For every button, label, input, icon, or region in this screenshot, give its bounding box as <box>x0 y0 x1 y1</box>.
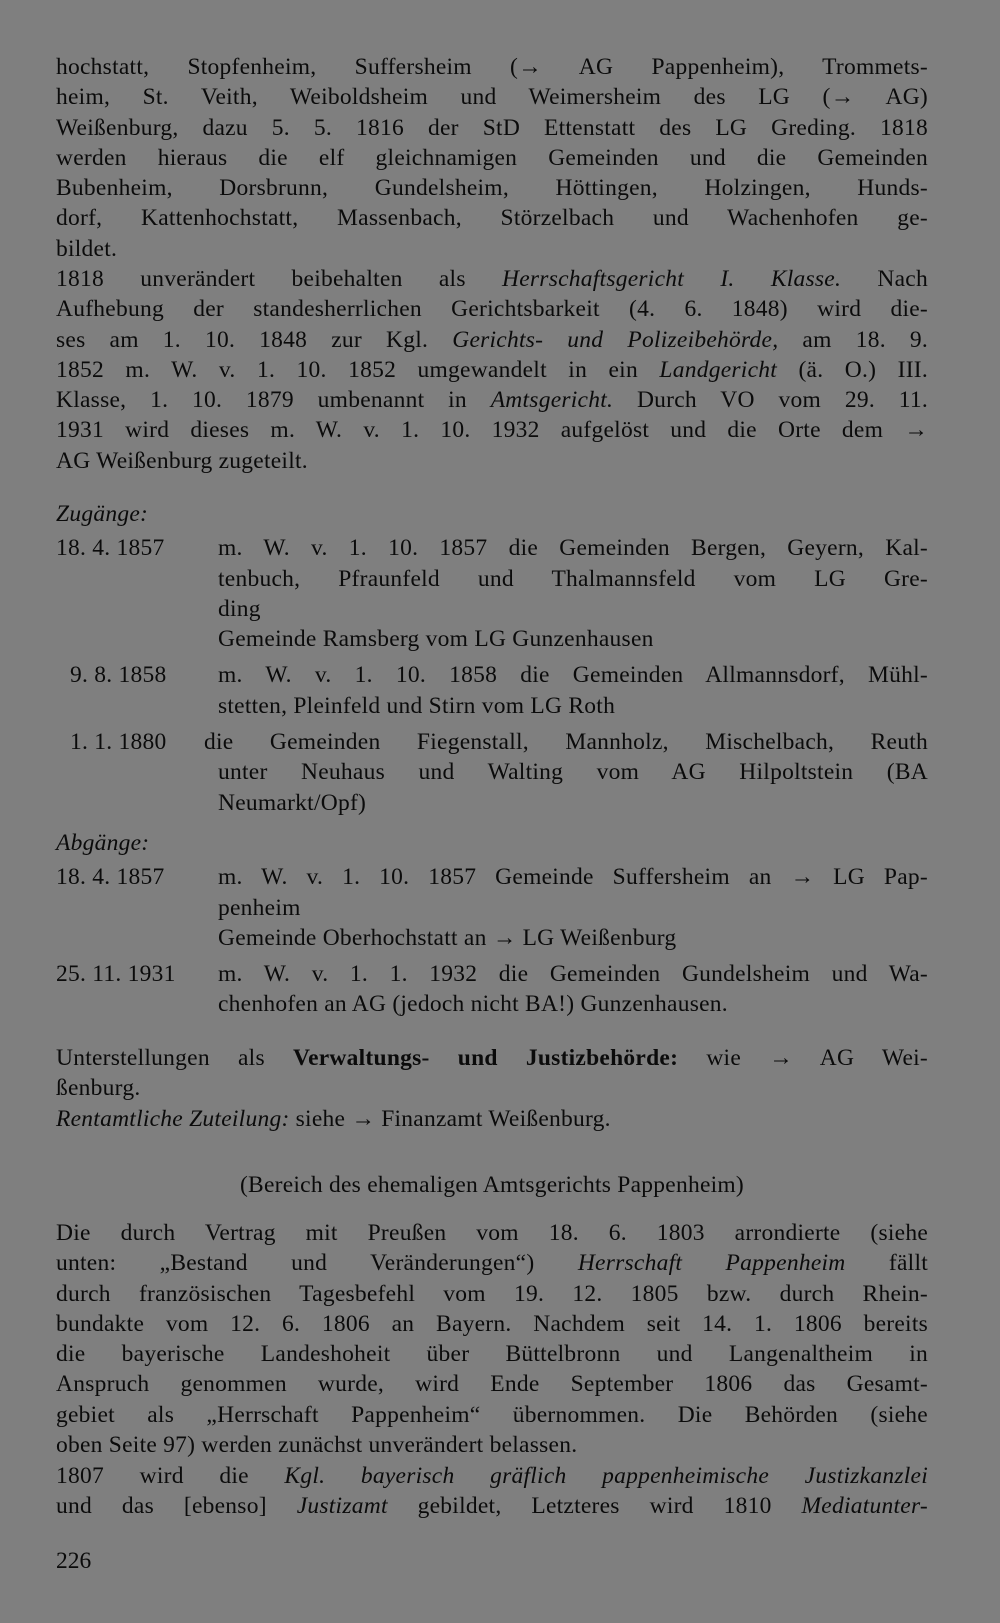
text-run: wie → AG Wei- <box>678 1045 928 1071</box>
paragraph-1 <box>56 52 928 264</box>
entry-text: tenbuch, Pfraunfeld und Thalmannsfeld vom LG Gre- <box>218 565 928 592</box>
zugaenge-heading: Zugänge: <box>56 501 149 527</box>
text-run: am 18. 9. <box>778 326 929 353</box>
text-run: Durch VO vom 29. 11. <box>613 387 928 414</box>
italic-term: Herrschaftsgericht I. Klasse. <box>502 266 842 292</box>
text-line <box>56 1279 928 1309</box>
entry-row <box>56 624 928 654</box>
text-run: durch französischen Tagesbefehl vom 19. 12. 1805 bzw. durch Rhein- <box>56 1280 928 1307</box>
text-line: Bubenheim, Dorsbrunn, Gundelsheim, Höttingen, Holzingen, Hunds- <box>56 175 928 202</box>
abgaenge-section <box>56 828 928 1020</box>
text-line <box>56 1491 928 1521</box>
entry-row <box>56 989 928 1019</box>
text-line <box>56 1043 928 1073</box>
paragraph-2 <box>56 264 928 476</box>
entry-text: unter Neuhaus und Walting vom AG Hilpoltstein (BA <box>218 759 928 786</box>
text-run: Nach <box>841 266 928 292</box>
text-line: hochstatt, Stopfenheim, Suffersheim (→ AG Pappenheim), Trommets- <box>56 54 928 80</box>
entry-row <box>56 727 928 757</box>
entry-text: Neumarkt/Opf) <box>218 789 367 816</box>
entry-text: stetten, Pleinfeld und Stirn vom LG Roth <box>218 692 616 719</box>
text-run: Die durch Vertrag mit Preußen vom 18. 6. 1803 arrondierte (siehe <box>56 1220 928 1246</box>
text-line <box>56 385 928 415</box>
entry-date: 25. 11. 1931 <box>56 961 176 988</box>
text-line <box>56 355 928 385</box>
entry-text: die Gemeinden Fiegenstall, Mannholz, Mischelbach, Reuth <box>204 729 928 756</box>
text-line <box>56 264 928 294</box>
text-run: 1807 wird die <box>56 1463 285 1489</box>
entry-row <box>56 893 928 923</box>
entry-text: m. W. v. 1. 10. 1857 Gemeinde Suffersheim an → LG Pap- <box>218 864 928 891</box>
text-line: bildet. <box>56 235 118 262</box>
text-run: AG Weißenburg zugeteilt. <box>56 447 308 474</box>
text-run: Anspruch genommen wurde, wird Ende September 1806 das Gesamt- <box>56 1371 928 1398</box>
text-run: 1818 unverändert beibehalten als <box>56 266 503 292</box>
entry-date: 18. 4. 1857 <box>56 864 165 891</box>
entry-row <box>56 923 928 953</box>
entry-row <box>56 757 928 787</box>
entry-row <box>56 788 928 818</box>
entry-row <box>56 594 928 624</box>
text-line <box>56 1400 928 1430</box>
text-line: ßenburg. <box>56 1075 141 1102</box>
text-line <box>56 1369 928 1399</box>
text-line <box>56 446 928 476</box>
text-line <box>56 1218 928 1248</box>
text-run: fällt <box>845 1250 929 1277</box>
entry-row <box>56 691 928 721</box>
text-run: 1931 wird dieses m. W. v. 1. 10. 1932 aufgelöst und die Orte dem → <box>56 417 928 444</box>
text-line: dorf, Kattenhochstatt, Massenbach, Störzelbach und Wachenhofen ge- <box>56 205 928 232</box>
page-number: 226 <box>56 1548 92 1574</box>
text-line: heim, St. Veith, Weiboldsheim und Weimersheim des LG (→ AG) <box>56 84 928 111</box>
entry-row <box>56 660 928 690</box>
entry-text: chenhofen an AG (jedoch nicht BA!) Gunzenhausen. <box>218 991 728 1018</box>
abgaenge-heading: Abgänge: <box>56 830 150 856</box>
italic-term: Gerichts- und Polizeibehörde, <box>452 326 779 353</box>
text-run: und das [ebenso] <box>56 1493 297 1520</box>
entry-text: Gemeinde Oberhochstatt an → LG Weißenburg <box>218 924 677 951</box>
paragraph-4 <box>56 1461 928 1522</box>
text-line <box>56 294 928 324</box>
text-run: gebildet, Letzteres wird 1810 <box>387 1493 802 1520</box>
text-run: gebiet als „Herrschaft Pappenheim“ übernommen. Die Behörden (siehe <box>56 1401 928 1428</box>
italic-term: Herrschaft Pappenheim <box>577 1250 846 1277</box>
entry-row <box>56 959 928 989</box>
rentamt-line <box>56 1104 928 1134</box>
entry-text: ding <box>218 595 261 622</box>
entry-row <box>56 862 928 892</box>
entry-text: m. W. v. 1. 10. 1858 die Gemeinden Allmannsdorf, Mühl- <box>218 662 928 689</box>
italic-term: Justizamt <box>296 1493 388 1520</box>
section-title-text: (Bereich des ehemaligen Amtsgerichts Pappenheim) <box>239 1172 745 1198</box>
entry-text: penheim <box>218 894 301 921</box>
entry-date: 9. 8. 1858 <box>70 662 167 689</box>
text-line <box>56 325 928 355</box>
text-line: Weißenburg, dazu 5. 5. 1816 der StD Ettenstatt des LG Greding. 1818 <box>56 114 928 141</box>
text-run: ses am 1. 10. 1848 zur Kgl. <box>56 326 453 353</box>
zugaenge-section <box>56 499 928 818</box>
italic-term: Landgericht <box>659 356 778 383</box>
text-line <box>56 415 928 445</box>
section-title <box>56 1170 928 1200</box>
italic-term: Rentamtliche Zuteilung: <box>56 1105 290 1132</box>
entry-text: m. W. v. 1. 10. 1857 die Gemeinden Bergen, Geyern, Kal- <box>218 535 928 562</box>
entry-date: 1. 1. 1880 <box>70 729 167 756</box>
text-run: Aufhebung der standesherrlichen Gerichtsbarkeit (4. 6. 1848) wird die- <box>56 296 928 323</box>
text-run: oben Seite 97) werden zunächst unverändert belassen. <box>56 1432 578 1459</box>
text-run: bundakte vom 12. 6. 1806 an Bayern. Nachdem seit 14. 1. 1806 bereits <box>56 1310 928 1337</box>
text-line <box>56 1430 928 1460</box>
text-run: unten: „Bestand und Veränderungen“) <box>56 1250 578 1277</box>
entry-row <box>56 564 928 594</box>
entry-text: m. W. v. 1. 1. 1932 die Gemeinden Gundelsheim und Wa- <box>218 961 928 988</box>
text-line <box>56 1309 928 1339</box>
unterstellungen-paragraph <box>56 1043 928 1134</box>
italic-term: Mediatunter- <box>801 1493 928 1520</box>
paragraph-3 <box>56 1218 928 1460</box>
text-run: 1852 m. W. v. 1. 10. 1852 umgewandelt in ein <box>56 356 660 383</box>
text-run: (ä. O.) III. <box>777 356 928 383</box>
bold-term: Verwaltungs- und Justizbehörde: <box>293 1045 679 1071</box>
text-run: siehe → Finanzamt Weißenburg. <box>289 1105 611 1132</box>
text-run: Klasse, 1. 10. 1879 umbenannt in <box>56 387 491 414</box>
text-line <box>56 1339 928 1369</box>
text-line: werden hieraus die elf gleichnamigen Gemeinden und die Gemeinden <box>56 144 928 171</box>
entry-date: 18. 4. 1857 <box>56 535 165 562</box>
entry-row <box>56 533 928 563</box>
text-run: die bayerische Landeshoheit über Büttelbronn und Langenaltheim in <box>56 1341 928 1368</box>
italic-term: Kgl. bayerisch gräflich pappenheimische Justizkanzlei <box>284 1463 928 1489</box>
text-run: Unterstellungen als <box>56 1045 293 1071</box>
italic-term: Amtsgericht. <box>490 387 614 414</box>
entry-text: Gemeinde Ramsberg vom LG Gunzenhausen <box>218 626 654 653</box>
text-line <box>56 1248 928 1278</box>
text-line <box>56 1461 928 1491</box>
